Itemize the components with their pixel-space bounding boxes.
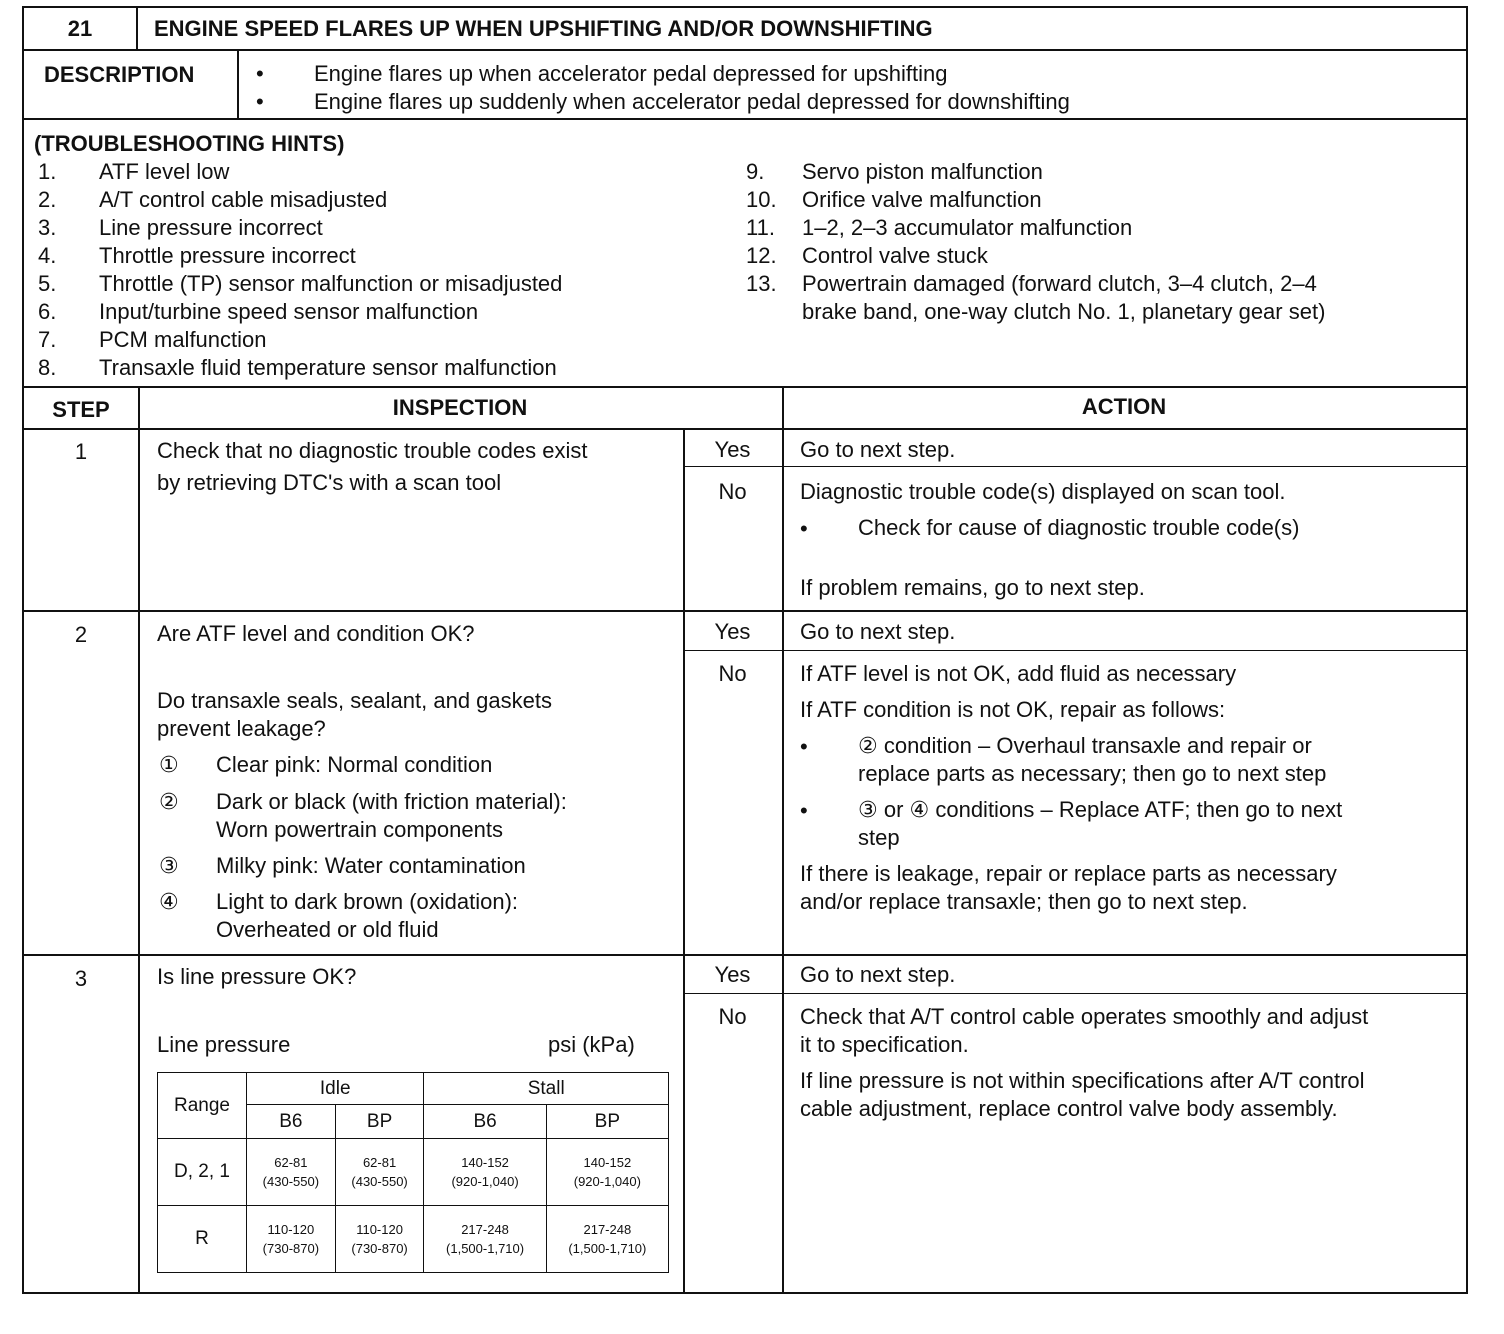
description-label-divider [237,49,239,118]
description-bullet: • [256,89,264,114]
description-label: DESCRIPTION [44,62,195,87]
hints-divider [24,386,1466,388]
step-number: 3 [74,966,88,991]
idle-header: Idle [247,1073,424,1105]
pressure-cell: 140-152 (920-1,040) [546,1139,668,1206]
step1-yes-no-divider [683,466,1466,467]
no-action-text: and/or replace transaxle; then go to next step. [800,889,1248,914]
procedure-number: 21 [67,16,93,41]
step3-yes-no-divider [683,993,1466,994]
inspection-question: Are ATF level and condition OK? [157,621,475,646]
hint-number: 7. [38,327,57,352]
hint-text: ATF level low [99,159,230,184]
hint-number: 4. [38,243,57,268]
hint-number: 6. [38,299,57,324]
range-cell: D, 2, 1 [158,1139,247,1206]
no-action-bullet-text: ② condition – Overhaul transaxle and repair or [858,733,1312,758]
table-row [158,1206,669,1273]
hint-text: Control valve stuck [802,243,988,268]
inspection-question: Is line pressure OK? [157,964,357,989]
no-label: No [718,1004,747,1029]
hint-text: A/T control cable misadjusted [99,187,388,212]
no-action-bullet-text: replace parts as necessary; then go to next step [858,761,1327,786]
hint-number: 3. [38,215,57,240]
hint-number: 13. [746,271,777,296]
range-header: Range [158,1073,247,1139]
model-header: BP [335,1105,424,1139]
no-action-text: If line pressure is not within specifications after A/T control [800,1068,1365,1093]
inspection-text: Check that no diagnostic trouble codes exist [157,438,588,463]
page-title: ENGINE SPEED FLARES UP WHEN UPSHIFTING AND/OR DOWNSHIFTING [154,16,933,41]
condition-mark: ① [159,752,179,777]
hint-number: 11. [746,215,775,240]
description-divider [24,118,1466,120]
hint-text: Powertrain damaged (forward clutch, 3–4 clutch, 2–4 [802,271,1317,296]
condition-text: Overheated or old fluid [216,917,439,942]
pressure-cell: 140-152 (920-1,040) [424,1139,546,1206]
no-label: No [718,661,747,686]
model-header: B6 [424,1105,546,1139]
hint-text: 1–2, 2–3 accumulator malfunction [802,215,1133,240]
description-item: Engine flares up suddenly when accelerator pedal depressed for downshifting [314,89,1070,114]
condition-text: Worn powertrain components [216,817,503,842]
description-bullet: • [256,61,264,86]
hint-text: Throttle pressure incorrect [99,243,356,268]
step2-divider [24,954,1466,956]
line-pressure-label: Line pressure [157,1032,291,1057]
bullet: • [800,798,808,823]
troubleshooting-page [22,6,1468,1294]
hint-text: Servo piston malfunction [802,159,1043,184]
hint-number: 12. [746,243,777,268]
no-action-text: If ATF condition is not OK, repair as follows: [800,697,1226,722]
no-action-bullet-text: ③ or ④ conditions – Replace ATF; then go to next [858,797,1343,822]
step1-divider [24,610,1466,612]
inspection-question: prevent leakage? [157,716,326,741]
line-pressure-table [157,1072,669,1273]
no-action-text: Diagnostic trouble code(s) displayed on scan tool. [800,479,1286,504]
yes-action: Go to next step. [800,619,956,644]
hint-text: Transaxle fluid temperature sensor malfunction [99,355,557,380]
title-divider [24,49,1466,51]
title-number-divider [136,8,138,49]
hints-heading: (TROUBLESHOOTING HINTS) [34,131,345,156]
column-header-step: STEP [52,397,110,422]
hint-text: Input/turbine speed sensor malfunction [99,299,479,324]
hint-number: 9. [746,159,765,184]
yes-action: Go to next step. [800,962,956,987]
bullet: • [800,516,808,541]
step2-yes-no-divider [683,650,1466,651]
hint-text: Line pressure incorrect [99,215,323,240]
condition-mark: ③ [159,853,179,878]
no-action-text: If ATF level is not OK, add fluid as necessary [800,661,1237,686]
inspection-text: by retrieving DTC's with a scan tool [157,470,502,495]
condition-mark: ② [159,789,179,814]
hint-text: Throttle (TP) sensor malfunction or misadjusted [99,271,563,296]
no-action-bullet-text: Check for cause of diagnostic trouble code(s) [858,515,1300,540]
hint-text: PCM malfunction [99,327,267,352]
condition-text: Dark or black (with friction material): [216,789,567,814]
step-number: 2 [74,622,88,647]
pressure-cell: 217-248 (1,500-1,710) [546,1206,668,1273]
yes-no-column-divider [683,428,685,1292]
hint-text-continued: brake band, one-way clutch No. 1, planetary gear set) [802,299,1326,324]
pressure-cell: 217-248 (1,500-1,710) [424,1206,546,1273]
hint-text: Orifice valve malfunction [802,187,1042,212]
hint-number: 8. [38,355,57,380]
range-cell: R [158,1206,247,1273]
condition-text: Light to dark brown (oxidation): [216,889,519,914]
no-action-text: cable adjustment, replace control valve body assembly. [800,1096,1338,1121]
pressure-units: psi (kPa) [548,1032,635,1057]
no-action-bullet-text: step [858,825,900,850]
yes-label: Yes [714,619,751,644]
bullet: • [800,734,808,759]
condition-mark: ④ [159,889,179,914]
yes-label: Yes [714,962,751,987]
column-header-action: ACTION [1081,394,1167,419]
yes-label: Yes [714,437,751,462]
no-action-text: it to specification. [800,1032,969,1057]
stall-header: Stall [424,1073,669,1105]
table-row [158,1139,669,1206]
no-action-text: If problem remains, go to next step. [800,575,1145,600]
hint-number: 2. [38,187,57,212]
no-action-text: Check that A/T control cable operates smoothly and adjust [800,1004,1369,1029]
action-column-divider [782,386,784,1292]
hint-number: 10. [746,187,777,212]
step-number: 1 [74,439,88,464]
column-header-inspection: INSPECTION [392,395,528,420]
no-action-text: If there is leakage, repair or replace parts as necessary [800,861,1337,886]
condition-text: Milky pink: Water contamination [216,853,526,878]
pressure-cell: 62-81 (430-550) [335,1139,424,1206]
pressure-cell: 110-120 (730-870) [335,1206,424,1273]
model-header: B6 [247,1105,336,1139]
yes-action: Go to next step. [800,437,956,462]
description-item: Engine flares up when accelerator pedal depressed for upshifting [314,61,948,86]
inspection-question: Do transaxle seals, sealant, and gaskets [157,688,553,713]
no-label: No [718,479,747,504]
column-header-divider [24,428,1466,430]
hint-number: 1. [38,159,57,184]
condition-text: Clear pink: Normal condition [216,752,493,777]
pressure-cell: 62-81 (430-550) [247,1139,336,1206]
pressure-cell: 110-120 (730-870) [247,1206,336,1273]
hint-number: 5. [38,271,57,296]
step-column-divider [138,386,140,1292]
model-header: BP [546,1105,668,1139]
